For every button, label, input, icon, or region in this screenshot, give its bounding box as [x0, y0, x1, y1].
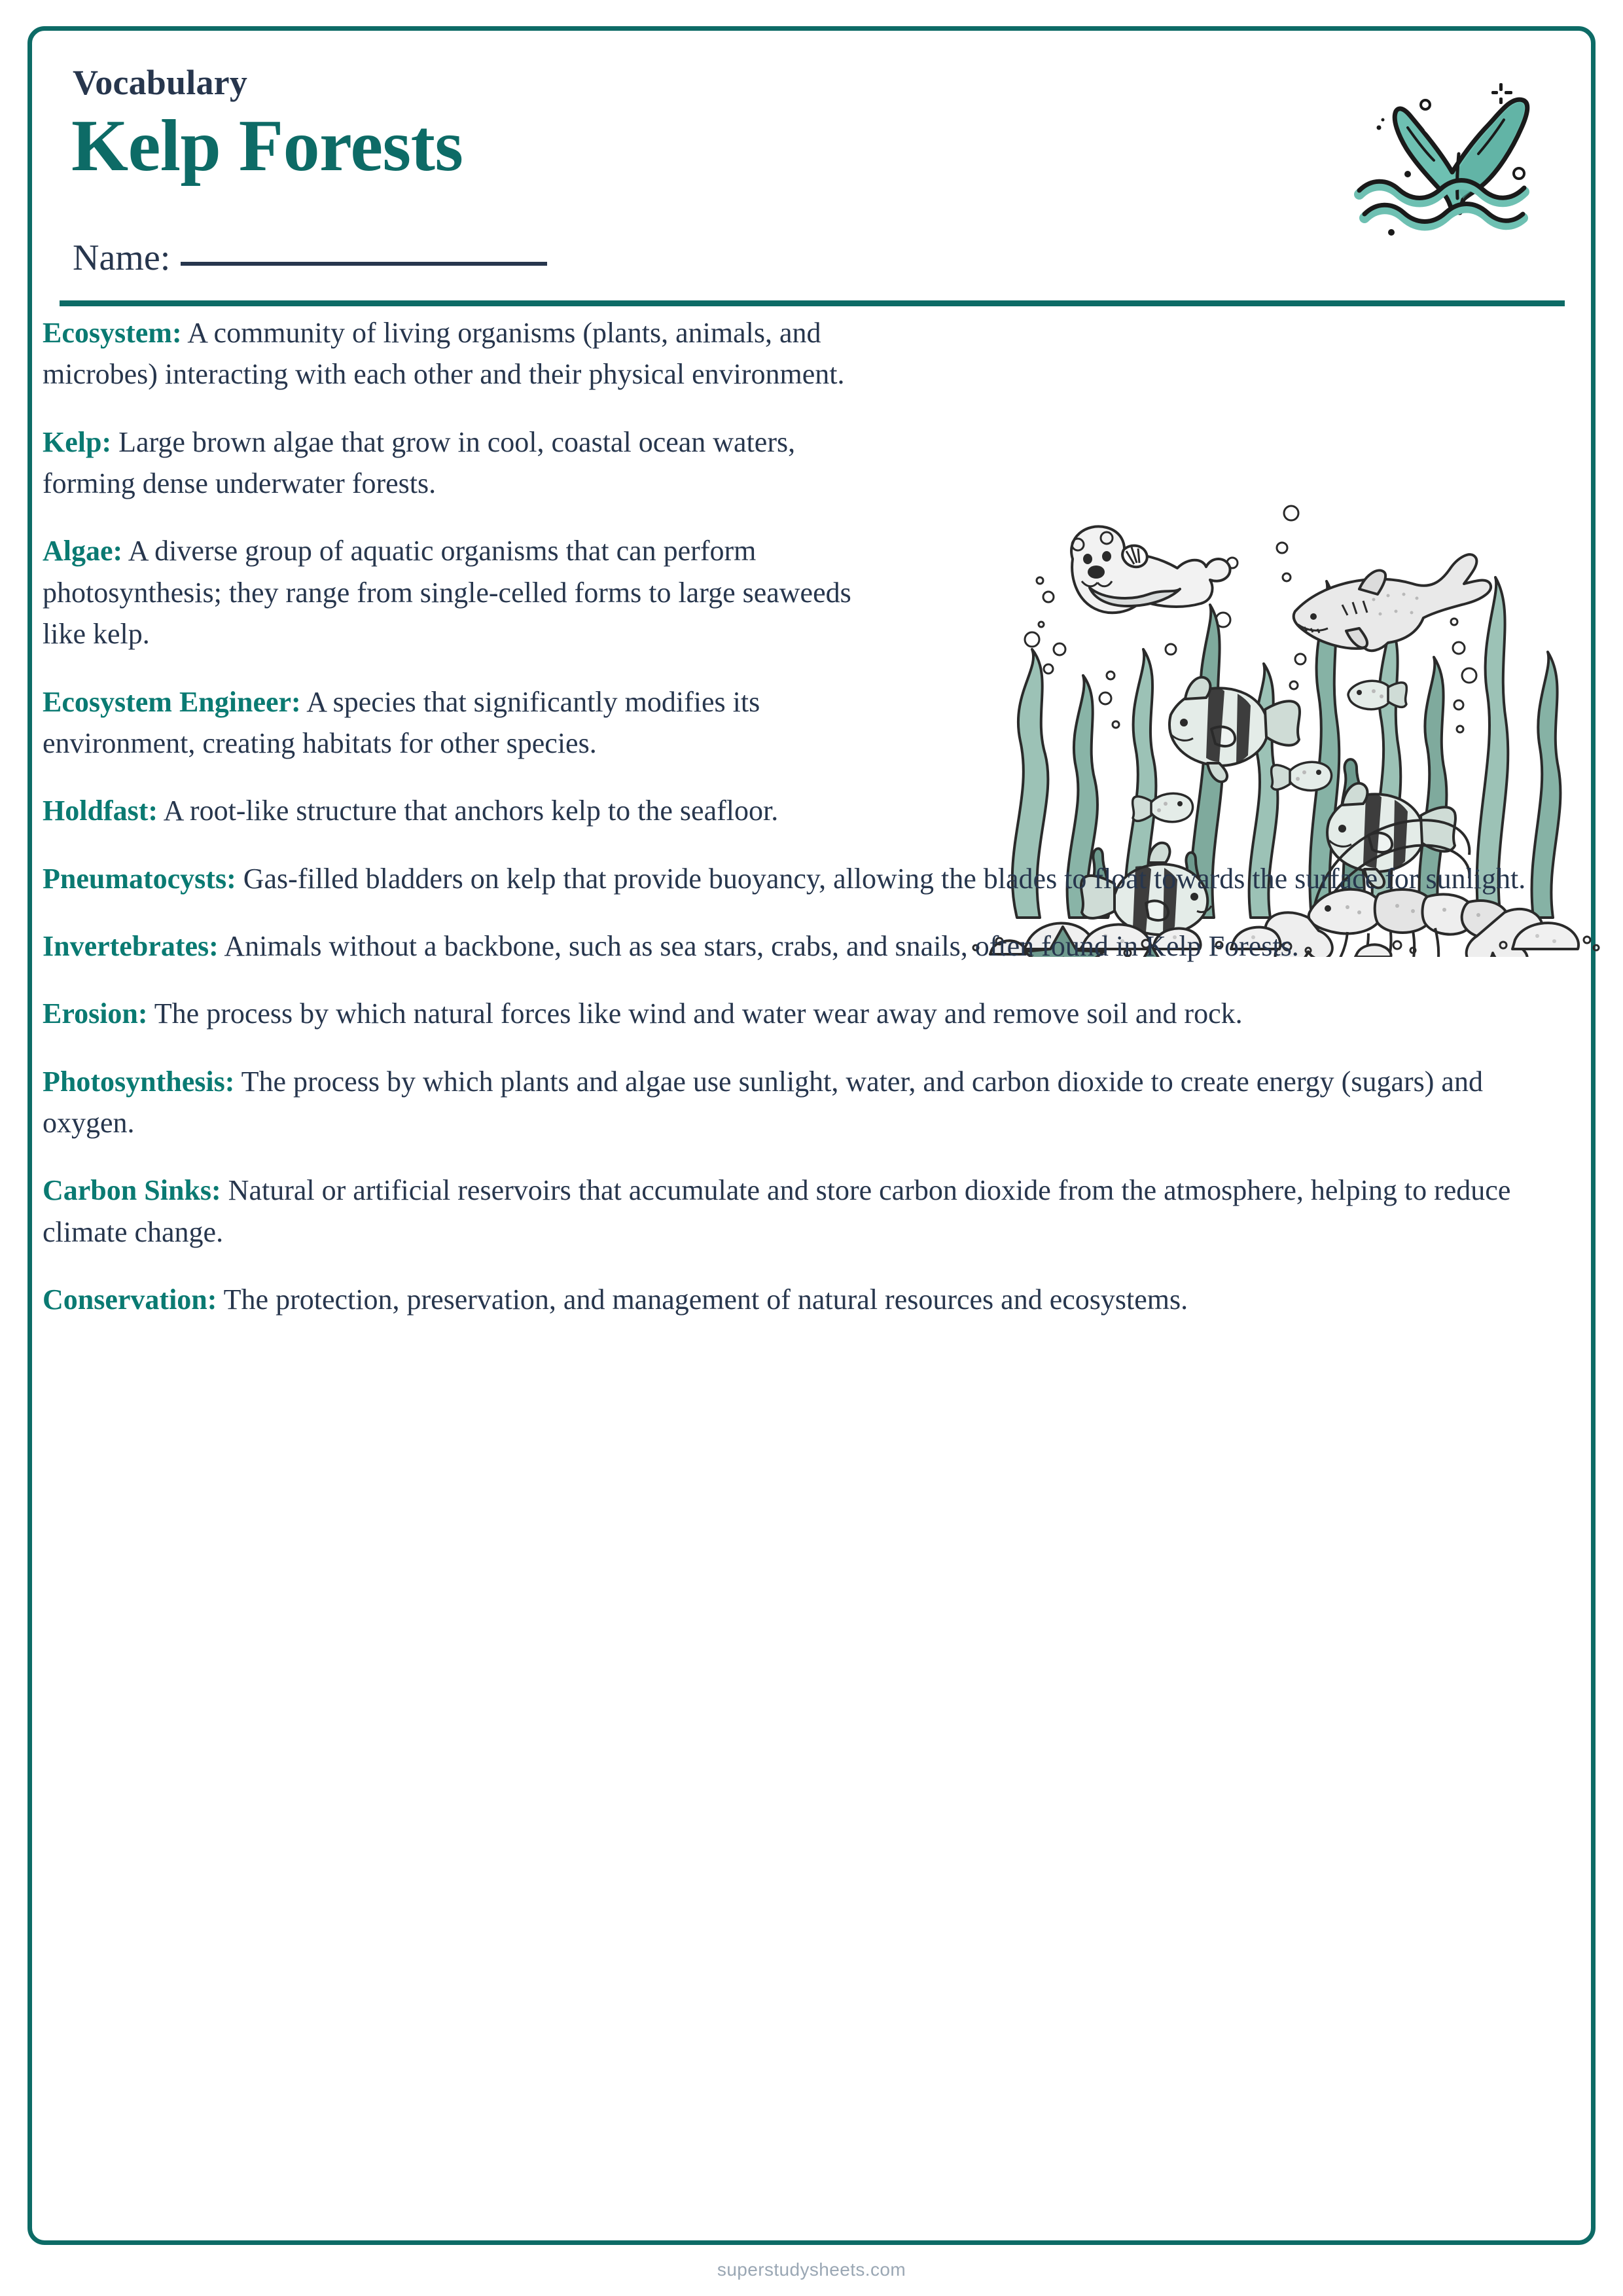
vocab-definition: A species that significantly modifies its environment, creating habitats for other species. [43, 685, 760, 759]
vocab-term: Kelp: [43, 425, 112, 458]
worksheet-header [32, 31, 1591, 306]
header-divider [60, 300, 1565, 306]
vocab-term: Invertebrates: [43, 929, 219, 962]
vocab-term: Erosion: [43, 997, 148, 1030]
name-label: Name: [73, 238, 171, 278]
vocab-entry [43, 1061, 1528, 1144]
vocab-definition: The process by which natural forces like wind and water wear away and remove soil and rock. [154, 997, 1243, 1030]
vocab-definition: A community of living organisms (plants, animals, and microbes) interacting with each other and their physical environment. [43, 317, 845, 391]
vocab-definition: A root-like structure that anchors kelp to the seafloor. [163, 795, 779, 827]
vocab-definition: A diverse group of aquatic organisms that can perform photosynthesis; they range from single-celled forms to large seaweeds like kelp. [43, 535, 851, 651]
vocab-entry [43, 530, 854, 655]
vocab-entry [43, 422, 854, 505]
vocabulary-list [43, 312, 1591, 1346]
vocab-term: Ecosystem Engineer: [43, 685, 301, 718]
vocab-definition: The process by which plants and algae use sunlight, water, and carbon dioxide to create energy (sugars) and oxygen. [43, 1065, 1483, 1139]
vocab-entry [43, 681, 854, 764]
name-field-row [73, 237, 547, 279]
footer-site-url: superstudysheets.com [717, 2259, 906, 2280]
vocab-term: Carbon Sinks: [43, 1174, 221, 1207]
vocab-entry [43, 312, 854, 395]
worksheet-page [27, 26, 1596, 2245]
worksheet-eyebrow: Vocabulary [73, 63, 248, 102]
page-title: Kelp Forests [71, 105, 463, 187]
vocab-entry [43, 925, 1528, 967]
vocab-entry [43, 993, 1528, 1034]
vocab-definition: Natural or artificial reservoirs that accumulate and store carbon dioxide from the atmosphere, helping to reduce climate change. [43, 1174, 1511, 1248]
vocab-definition: Animals without a backbone, such as sea stars, crabs, and snails, often found in Kelp Forests. [224, 929, 1299, 962]
vocab-entry [43, 790, 1528, 831]
vocab-entry [43, 858, 1528, 899]
name-input-line[interactable] [181, 260, 547, 266]
vocab-term: Algae: [43, 535, 123, 567]
vocab-definition: The protection, preservation, and management of natural resources and ecosystems. [223, 1283, 1188, 1316]
vocab-entry [43, 1279, 1528, 1320]
vocab-definition: Large brown algae that grow in cool, coastal ocean waters, forming dense underwater forests. [43, 425, 796, 500]
vocab-definition: Gas-filled bladders on kelp that provide buoyancy, allowing the blades to float towards the surface for sunlight. [243, 862, 1526, 895]
vocab-term: Ecosystem: [43, 317, 182, 349]
vocab-entry [43, 1170, 1528, 1253]
vocab-term: Photosynthesis: [43, 1065, 235, 1098]
whale-tail-icon [1330, 56, 1560, 252]
vocab-term: Conservation: [43, 1283, 217, 1316]
vocab-term: Holdfast: [43, 795, 158, 827]
vocab-term: Pneumatocysts: [43, 862, 236, 895]
worksheet-body [32, 312, 1591, 2240]
